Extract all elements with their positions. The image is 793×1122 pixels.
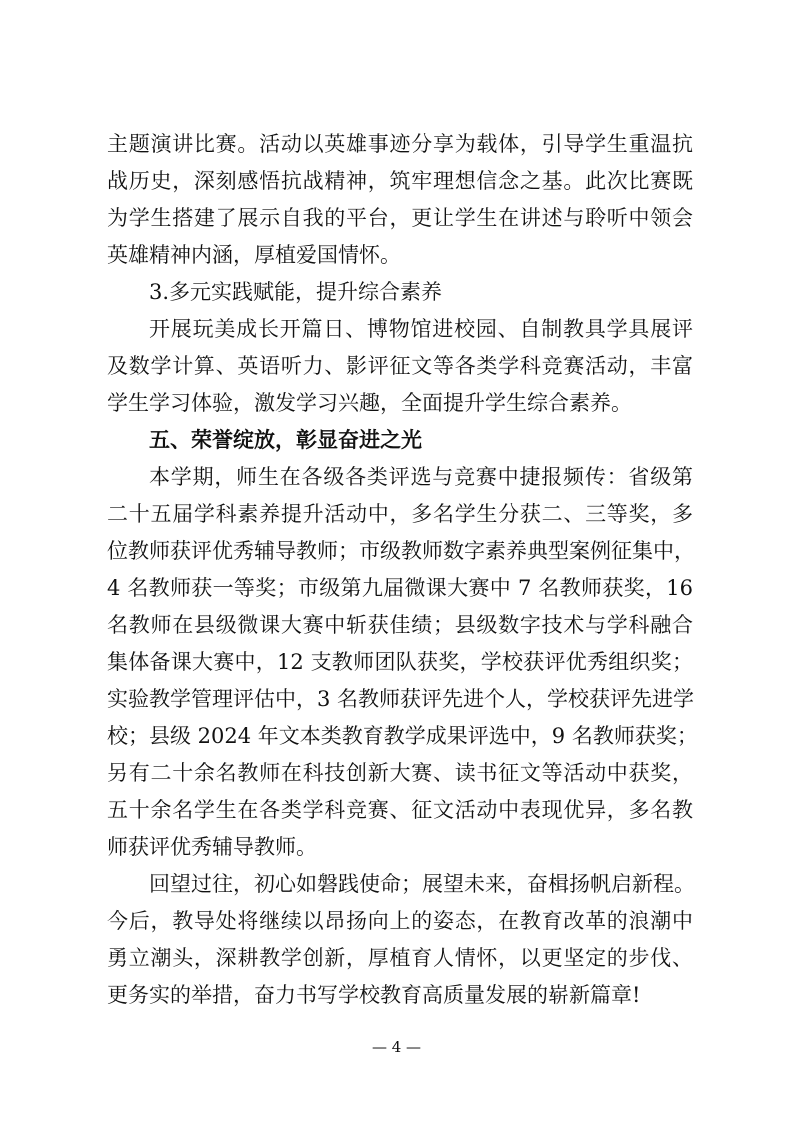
text-line: 英雄精神内涵，厚植爱国情怀。 (107, 243, 401, 267)
paragraph (107, 274, 693, 311)
paragraph (107, 866, 693, 1014)
text-line: 回望过往，初心如磐践使命；展望未来，奋楫扬帆启新程。 (149, 872, 695, 896)
text-line: 五十余名学生在各类学科竞赛、征文活动中表现优异，多名教 (107, 798, 693, 822)
text-line: 另有二十余名教师在科技创新大赛、读书征文等活动中获奖， (107, 761, 693, 785)
text-line: 学生学习体验，激发学习兴趣，全面提升学生综合素养。 (107, 391, 632, 415)
paragraph (107, 459, 698, 866)
text-line: 为学生搭建了展示自我的平台，更让学生在讲述与聆听中领会 (107, 206, 693, 230)
text-line: 今后，教导处将继续以昂扬向上的姿态，在教育改革的浪潮中 (107, 909, 693, 933)
text-line: 师获评优秀辅导教师。 (107, 835, 317, 859)
text-line: 位教师获评优秀辅导教师；市级教师数字素养典型案例征集中， (107, 539, 695, 563)
text-line: 二十五届学科素养提升活动中，多名学生分获二、三等奖，多 (107, 502, 693, 526)
text-line: 校；县级 2024 年文本类教育教学成果评选中，9 名教师获奖； (107, 724, 698, 748)
text-line: 更务实的举措，奋力书写学校教育高质量发展的崭新篇章! (107, 983, 641, 1007)
text-line: 3.多元实践赋能，提升综合素养 (149, 280, 443, 304)
text-line: 集体备课大赛中，12 支教师团队获奖，学校获评优秀组织奖； (107, 650, 693, 674)
text-line: 名教师在县级微课大赛中斩获佳绩；县级数字技术与学科融合 (107, 613, 693, 637)
text-line: 战历史，深刻感悟抗战精神，筑牢理想信念之基。此次比赛既 (107, 169, 693, 193)
paragraph (107, 311, 693, 422)
page-number: — 4 — (371, 1038, 422, 1056)
text-line: 实验教学管理评估中，3 名教师获评先进个人，学校获评先进学 (107, 687, 695, 711)
paragraph (107, 126, 693, 274)
section-heading (107, 422, 693, 459)
text-line: 勇立潮头，深耕教学创新，厚植育人情怀，以更坚定的步伐、 (107, 946, 693, 970)
text-line: 及数学计算、英语听力、影评征文等各类学科竞赛活动，丰富 (107, 354, 693, 378)
text-line: 4 名教师获一等奖；市级第九届微课大赛中 7 名教师获奖，16 (107, 576, 693, 600)
text-line: 五、荣誉绽放，彰显奋进之光 (149, 428, 422, 452)
document-body (107, 126, 698, 1014)
text-line: 主题演讲比赛。活动以英雄事迹分享为载体，引导学生重温抗 (107, 132, 693, 156)
text-line: 开展玩美成长开篇日、博物馆进校园、自制教具学具展评 (149, 317, 693, 341)
text-line: 本学期，师生在各级各类评选与竞赛中捷报频传：省级第 (149, 465, 693, 489)
